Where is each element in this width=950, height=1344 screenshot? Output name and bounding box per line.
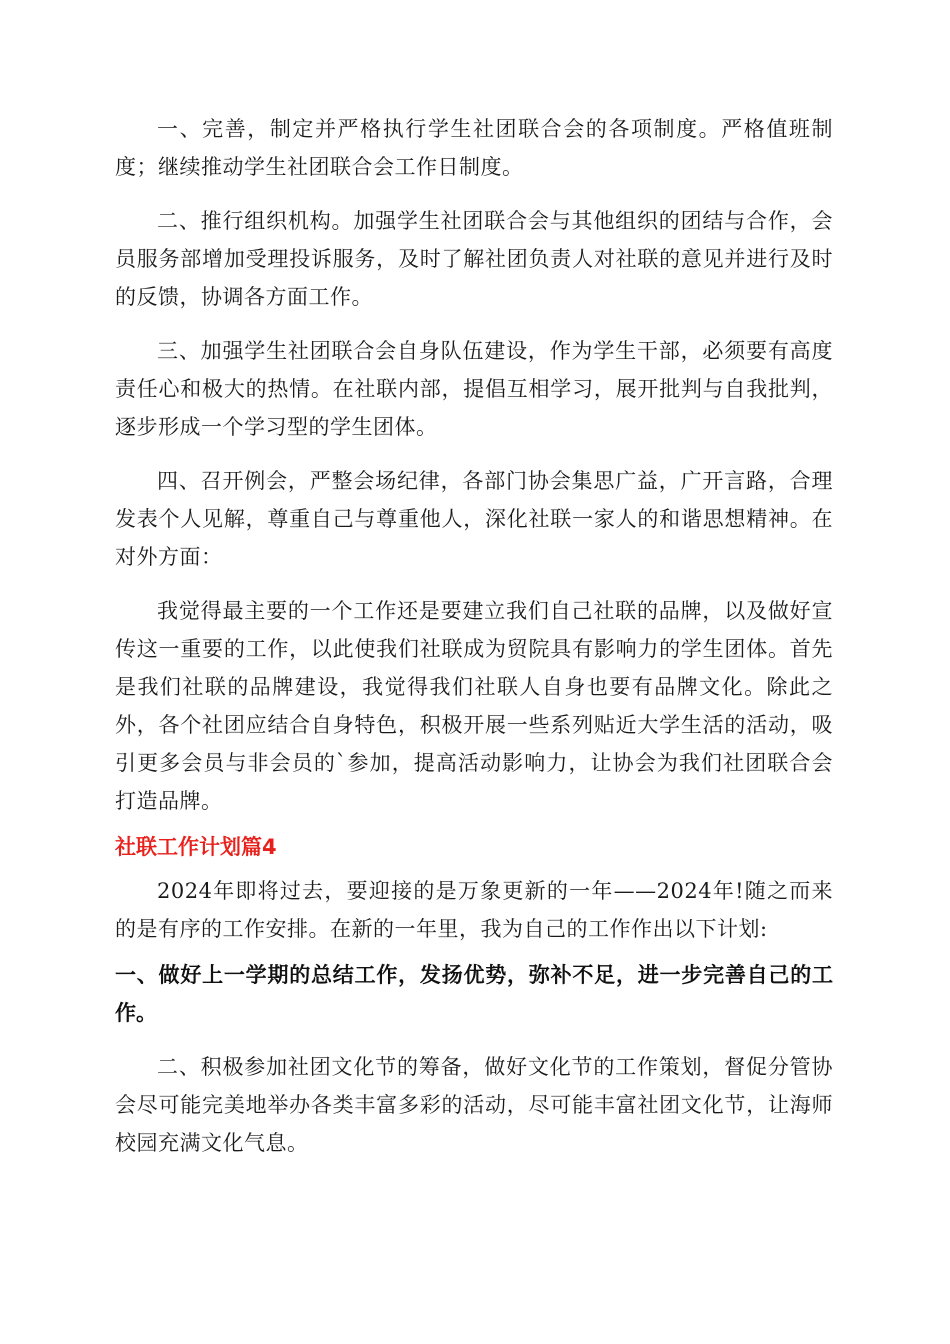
section-heading: 社联工作计划篇4	[115, 835, 277, 859]
document-page	[115, 110, 833, 1178]
paragraph-1: 一、完善，制定并严格执行学生社团联合会的各项制度。严格值班制度；继续推动学生社团联合会工作日制度。	[115, 117, 833, 179]
paragraph-5: 我觉得最主要的一个工作还是要建立我们自己社联的品牌，以及做好宣传这一重要的工作，以此使我们社联成为贸院具有影响力的学生团体。首先是我们社联的品牌建设，我觉得我们社联人自身也要有品牌文化。除此之外，各个社团应结合自身特色，积极开展一些系列贴近大学生活的活动，吸引更多会员与非会员的`参加，提高活动影响力，让协会为我们社团联合会打造品牌。	[115, 599, 833, 813]
intro-paragraph: 2024年即将过去，要迎接的是万象更新的一年——2024年!随之而来的是有序的工作安排。在新的一年里，我为自己的工作作出以下计划:	[115, 879, 833, 941]
paragraph-2: 二、推行组织机构。加强学生社团联合会与其他组织的团结与合作，会员服务部增加受理投诉服务，及时了解社团负责人对社联的意见并进行及时的反馈，协调各方面工作。	[115, 209, 833, 309]
paragraph-3: 三、加强学生社团联合会自身队伍建设，作为学生干部，必须要有高度责任心和极大的热情。在社联内部，提倡互相学习，展开批判与自我批判，逐步形成一个学习型的学生团体。	[115, 339, 833, 439]
paragraph-after-1: 二、积极参加社团文化节的筹备，做好文化节的工作策划，督促分管协会尽可能完美地举办各类丰富多彩的活动，尽可能丰富社团文化节，让海师校园充满文化气息。	[115, 1055, 833, 1155]
paragraph-4: 四、召开例会，严整会场纪律，各部门协会集思广益，广开言路，合理发表个人见解，尊重自己与尊重他人，深化社联一家人的和谐思想精神。在对外方面：	[115, 469, 833, 569]
bold-item: 一、做好上一学期的总结工作，发扬优势，弥补不足，进一步完善自己的工作。	[115, 963, 833, 1025]
